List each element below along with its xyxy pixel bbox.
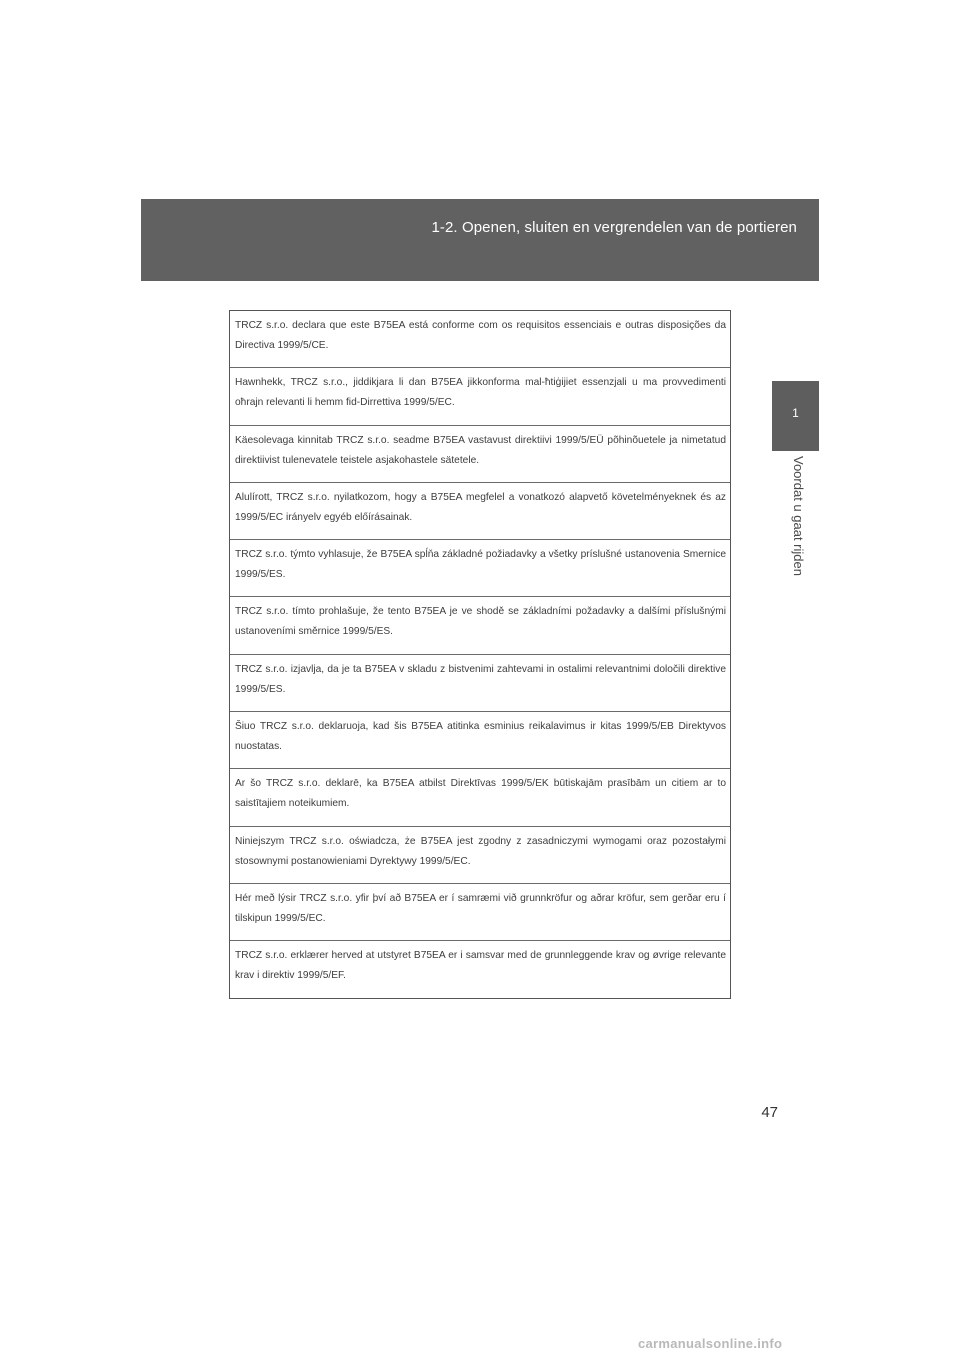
page-number: 47	[761, 1104, 778, 1121]
chapter-number: 1	[792, 406, 799, 420]
declaration-row: TRCZ s.r.o. izjavlja, da je ta B75EA v skladu z bistvenimi zahtevami in ostalimi relevantnimi določili direktive 1999/5/ES.	[230, 655, 730, 712]
declaration-row: Niniejszym TRCZ s.r.o. oświadcza, że B75EA jest zgodny z zasadniczymi wymogami oraz pozostałymi stosownymi postanowieniami Dyrektywy 1999/5/EC.	[230, 827, 730, 884]
declaration-row: TRCZ s.r.o. erklærer herved at utstyret B75EA er i samsvar med de grunnleggende krav og øvrige relevante krav i direktiv 1999/5/EF.	[235, 950, 726, 982]
declaration-table	[229, 310, 731, 999]
section-header-band	[141, 199, 819, 281]
declaration-row: Ar šo TRCZ s.r.o. deklarē, ka B75EA atbilst Direktīvas 1999/5/EK būtiskajām prasībām un citiem ar to saistītajiem noteikumiem.	[230, 769, 730, 826]
chapter-tab	[772, 381, 819, 451]
declaration-row: TRCZ s.r.o. týmto vyhlasuje, že B75EA spĺňa základné požiadavky a všetky príslušné ustanovenia Smernice 1999/5/ES.	[230, 540, 730, 597]
declaration-row: Hér með lýsir TRCZ s.r.o. yfir því að B75EA er í samræmi við grunnkröfur og aðrar kröfur, sem gerðar eru í tilskipun 1999/5/EC.	[230, 884, 730, 941]
section-title: 1-2. Openen, sluiten en vergrendelen van de portieren	[431, 219, 797, 236]
site-watermark[interactable]: carmanualsonline.info	[638, 1336, 783, 1351]
declaration-row: Šiuo TRCZ s.r.o. deklaruoja, kad šis B75EA atitinka esminius reikalavimus ir kitas 1999/5/EB Direktyvos nuostatas.	[230, 712, 730, 769]
declaration-row: TRCZ s.r.o. tímto prohlašuje, že tento B75EA je ve shodě se základními požadavky a dalšími příslušnými ustanoveními směrnice 1999/5/ES.	[230, 597, 730, 654]
declaration-row: Käesolevaga kinnitab TRCZ s.r.o. seadme B75EA vastavust direktiivi 1999/5/EÜ põhinõuetele ja nimetatud direktiivist tulenevatele teistele asjakohastele sätetele.	[230, 426, 730, 483]
declaration-row: Hawnhekk, TRCZ s.r.o., jiddikjara li dan B75EA jikkonforma mal-ħtiġijiet essenzjali u ma provvedimenti oħrajn relevanti li hemm fid-Dirrettiva 1999/5/EC.	[230, 368, 730, 425]
declaration-row: Alulírott, TRCZ s.r.o. nyilatkozom, hogy a B75EA megfelel a vonatkozó alapvető követelményeknek és az 1999/5/EC irányelv egyéb előírásainak.	[230, 483, 730, 540]
declaration-row: TRCZ s.r.o. declara que este B75EA está conforme com os requisitos essenciais e outras disposições da Directiva 1999/5/CE.	[230, 311, 730, 368]
chapter-label: Voordat u gaat rijden	[791, 456, 806, 576]
